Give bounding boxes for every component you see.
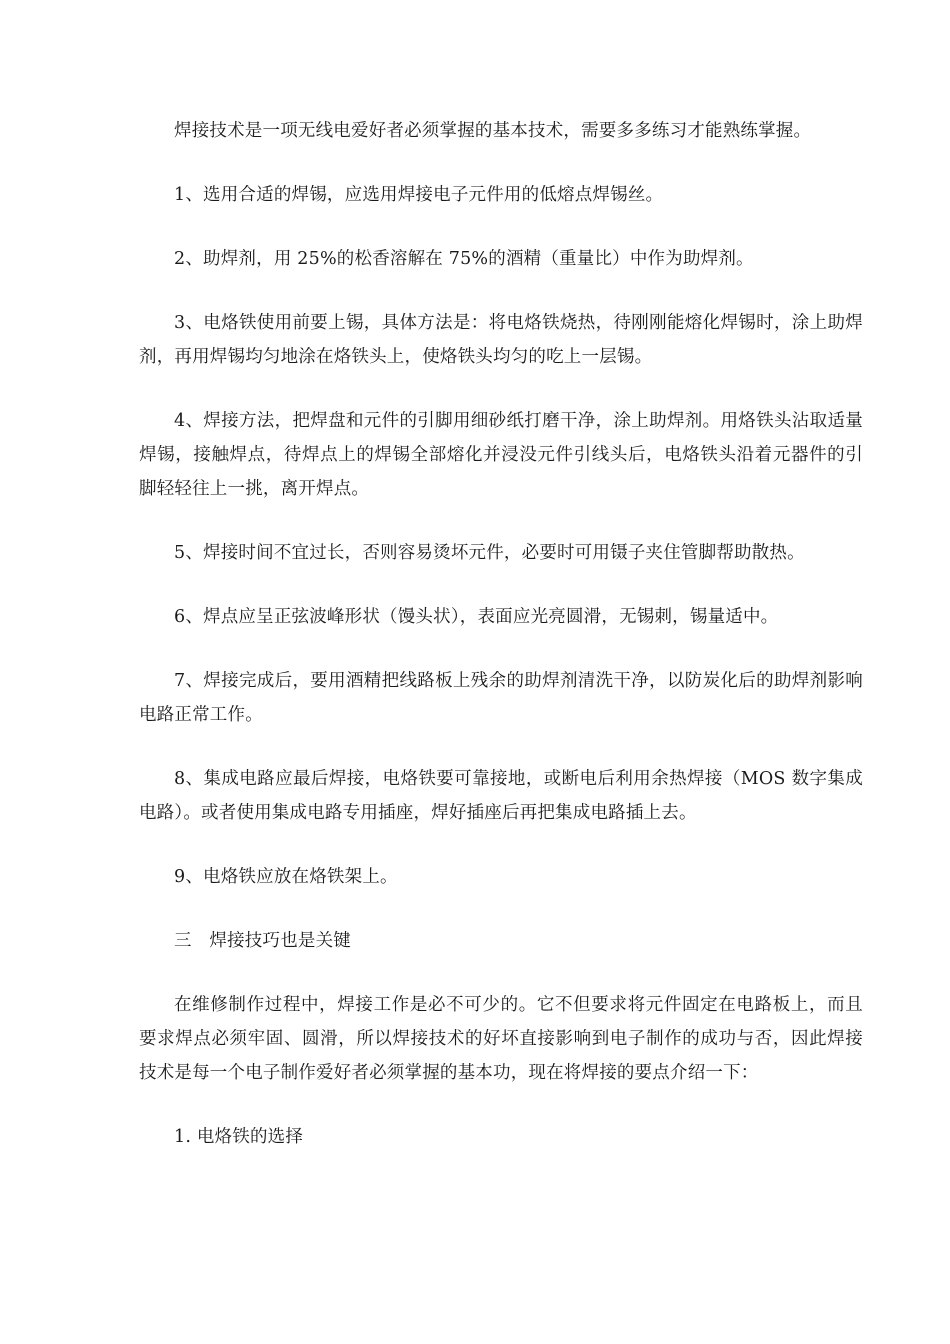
step-4-paragraph: 4、焊接方法，把焊盘和元件的引脚用细砂纸打磨干净，涂上助焊剂。用烙铁头沾取适量焊锡，接触焊点，待焊点上的焊锡全部熔化并浸没元件引线头后，电烙铁头沿着元器件的引脚轻轻往上一挑，离开焊点。 <box>139 411 863 499</box>
step-1-paragraph: 1、选用合适的焊锡，应选用焊接电子元件用的低熔点焊锡丝。 <box>174 185 664 205</box>
subsection-heading: 1. 电烙铁的选择 <box>174 1127 304 1147</box>
step-3-paragraph: 3、电烙铁使用前要上锡，具体方法是：将电烙铁烧热，待刚刚能熔化焊锡时，涂上助焊剂，再用焊锡均匀地涂在烙铁头上，使烙铁头均匀的吃上一层锡。 <box>139 313 863 367</box>
step-6-paragraph: 6、焊点应呈正弦波峰形状（馒头状），表面应光亮圆滑，无锡刺，锡量适中。 <box>174 607 779 627</box>
intro-paragraph: 焊接技术是一项无线电爱好者必须掌握的基本技术，需要多多练习才能熟练掌握。 <box>174 121 812 141</box>
step-7-paragraph: 7、焊接完成后，要用酒精把线路板上残余的助焊剂清洗干净，以防炭化后的助焊剂影响电路正常工作。 <box>139 671 863 725</box>
step-5-paragraph: 5、焊接时间不宜过长，否则容易烫坏元件，必要时可用镊子夹住管脚帮助散热。 <box>174 543 805 563</box>
section-heading: 三 焊接技巧也是关键 <box>174 931 351 951</box>
step-9-paragraph: 9、电烙铁应放在烙铁架上。 <box>174 867 398 887</box>
document-body <box>139 114 863 1184</box>
step-8-paragraph: 8、集成电路应最后焊接，电烙铁要可靠接地，或断电后利用余热焊接（MOS 数字集成电路）。或者使用集成电路专用插座，焊好插座后再把集成电路插上去。 <box>139 769 863 823</box>
section-intro-paragraph: 在维修制作过程中，焊接工作是必不可少的。它不但要求将元件固定在电路板上，而且要求焊点必须牢固、圆滑，所以焊接技术的好坏直接影响到电子制作的成功与否，因此焊接技术是每一个电子制作爱好者必须掌握的基本功，现在将焊接的要点介绍一下： <box>139 995 863 1083</box>
step-2-paragraph: 2、助焊剂，用 25%的松香溶解在 75%的酒精（重量比）中作为助焊剂。 <box>174 249 754 269</box>
